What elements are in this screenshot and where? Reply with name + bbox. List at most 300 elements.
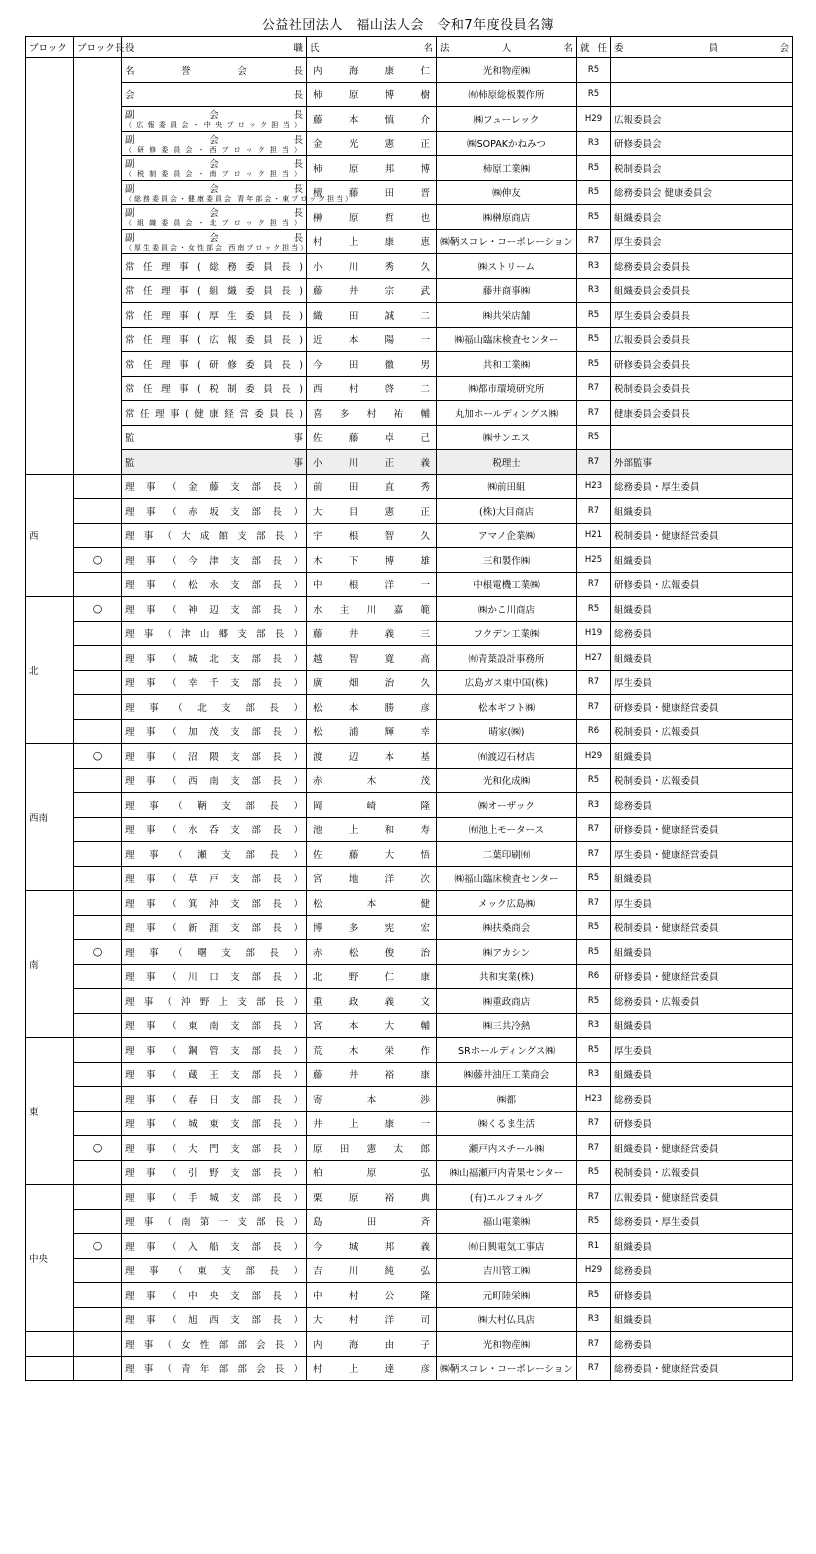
block-leader-mark (74, 670, 122, 695)
name-cell: 中村公隆 (307, 1283, 437, 1308)
committee-cell: 厚生委員 (611, 1038, 793, 1063)
table-row (26, 131, 793, 156)
block-leader-mark (74, 915, 122, 940)
term-cell: H29 (577, 744, 611, 769)
role-assignment: （組織委員会・北ブロック担当） (125, 219, 303, 228)
name-cell: 内海由子 (307, 1332, 437, 1357)
table-row (26, 1209, 793, 1234)
term-cell: R1 (577, 1234, 611, 1259)
name-cell: 原田憲太郎 (307, 1136, 437, 1161)
term-cell: H27 (577, 646, 611, 671)
role-cell (122, 156, 307, 181)
committee-cell (611, 58, 793, 83)
committee-cell: 研修委員・健康経営委員 (611, 695, 793, 720)
role-cell: 理事（引野支部長） (122, 1160, 307, 1185)
role-cell: 理事（青年部部会長） (122, 1356, 307, 1381)
name-cell: 宮本大輔 (307, 1013, 437, 1038)
block-name-cell: 西南 (26, 744, 74, 891)
name-cell: 松本健 (307, 891, 437, 916)
role-cell: 理事（松永支部長） (122, 572, 307, 597)
term-cell: R7 (577, 572, 611, 597)
committee-cell: 厚生委員・健康経営委員 (611, 842, 793, 867)
role-cell: 理事（津山郷支部長） (122, 621, 307, 646)
name-cell: 廣畑治久 (307, 670, 437, 695)
table-row (26, 1111, 793, 1136)
role-cell (122, 131, 307, 156)
role-cell: 理事（草戸支部長） (122, 866, 307, 891)
name-cell: 越智寛高 (307, 646, 437, 671)
term-cell: R3 (577, 1013, 611, 1038)
company-cell: 税理士 (437, 450, 577, 475)
name-cell: 中根洋一 (307, 572, 437, 597)
term-cell: R5 (577, 1038, 611, 1063)
name-cell: 渡辺本基 (307, 744, 437, 769)
term-cell: R7 (577, 376, 611, 401)
block-name-cell: 中央 (26, 1185, 74, 1332)
term-cell: R7 (577, 1185, 611, 1210)
role-cell: 理事（旭西支部長） (122, 1307, 307, 1332)
table-row (26, 425, 793, 450)
role-title: 副会長 (125, 110, 303, 122)
block-leader-mark (74, 1062, 122, 1087)
table-row (26, 572, 793, 597)
term-cell: R3 (577, 793, 611, 818)
block-leader-mark (74, 1013, 122, 1038)
role-cell: 常任理事(研修委員長) (122, 352, 307, 377)
committee-cell: 広報委員・健康経営委員 (611, 1185, 793, 1210)
table-row (26, 597, 793, 622)
role-cell: 理事（箕沖支部長） (122, 891, 307, 916)
company-cell: アマノ企業㈱ (437, 523, 577, 548)
company-cell: 広島ガス東中国(株) (437, 670, 577, 695)
company-cell: 藤井商事㈱ (437, 278, 577, 303)
term-cell: R5 (577, 180, 611, 205)
table-row (26, 1307, 793, 1332)
table-row (26, 1234, 793, 1259)
name-cell: 今城邦義 (307, 1234, 437, 1259)
name-cell: 西村啓二 (307, 376, 437, 401)
company-cell: 中根電機工業㈱ (437, 572, 577, 597)
company-cell: 松本ギフト㈱ (437, 695, 577, 720)
company-cell: 福山電業㈱ (437, 1209, 577, 1234)
term-cell: H29 (577, 1258, 611, 1283)
term-cell: R7 (577, 695, 611, 720)
name-cell: 岡崎隆 (307, 793, 437, 818)
committee-cell: 組織委員 (611, 1013, 793, 1038)
name-cell: 栗原裕典 (307, 1185, 437, 1210)
block-leader-mark (74, 1087, 122, 1112)
company-cell: 光和化成㈱ (437, 768, 577, 793)
committee-cell: 税制委員・広報委員 (611, 1160, 793, 1185)
term-cell: R7 (577, 670, 611, 695)
role-cell: 常任理事(税制委員長) (122, 376, 307, 401)
name-cell: 北野仁康 (307, 964, 437, 989)
role-cell: 監事 (122, 450, 307, 475)
document-title: 公益社団法人 福山法人会 令和7年度役員名簿 (261, 18, 555, 33)
table-row (26, 744, 793, 769)
company-cell: ㈱藤井油圧工業商会 (437, 1062, 577, 1087)
table-row (26, 793, 793, 818)
committee-cell: 総務委員 (611, 1087, 793, 1112)
term-cell: R7 (577, 842, 611, 867)
table-row (26, 1356, 793, 1381)
role-cell: 会長 (122, 82, 307, 107)
table-row (26, 548, 793, 573)
committee-cell (611, 425, 793, 450)
term-cell: R5 (577, 425, 611, 450)
term-cell: R3 (577, 1307, 611, 1332)
company-cell: 光和物産㈱ (437, 1332, 577, 1357)
role-cell: 理事（鋼管支部長） (122, 1038, 307, 1063)
role-cell: 理事（春日支部長） (122, 1087, 307, 1112)
role-cell: 理事（金藤支部長） (122, 474, 307, 499)
table-row (26, 940, 793, 965)
name-cell: 赤木茂 (307, 768, 437, 793)
committee-cell: 研修委員 (611, 1111, 793, 1136)
term-cell: R5 (577, 156, 611, 181)
committee-cell: 組織委員会委員長 (611, 278, 793, 303)
block-leader-mark (74, 891, 122, 916)
term-cell: R6 (577, 719, 611, 744)
role-assignment: （総務委員会・健康委員会 青年部会・東ブロック担当） (125, 194, 355, 203)
block-leader-mark (74, 1307, 122, 1332)
role-cell: 理事（大成館支部長） (122, 523, 307, 548)
role-cell: 理事（赤坂支部長） (122, 499, 307, 524)
role-cell: 理事（沖野上支部長） (122, 989, 307, 1014)
table-row (26, 205, 793, 230)
company-cell: ㈱三共冷熱 (437, 1013, 577, 1038)
block-name-cell: 西 (26, 474, 74, 597)
name-cell: 水主川嘉範 (307, 597, 437, 622)
committee-cell: 税制委員会委員長 (611, 376, 793, 401)
committee-cell: 総務委員会委員長 (611, 254, 793, 279)
term-cell: R7 (577, 450, 611, 475)
table-row (26, 891, 793, 916)
role-cell (122, 107, 307, 132)
term-cell: R3 (577, 278, 611, 303)
name-cell: 柿原博樹 (307, 82, 437, 107)
committee-cell: 組織委員 (611, 940, 793, 965)
table-row (26, 1136, 793, 1161)
header-committee: 委 員 会 (611, 37, 793, 58)
role-title: 副会長 (125, 183, 303, 195)
committee-cell: 総務委員・広報委員 (611, 989, 793, 1014)
table-row (26, 180, 793, 205)
table-row (26, 1258, 793, 1283)
role-cell: 理事（大門支部長） (122, 1136, 307, 1161)
table-row (26, 352, 793, 377)
role-cell: 理事（沼隈支部長） (122, 744, 307, 769)
table-row (26, 450, 793, 475)
block-cell (26, 1332, 74, 1357)
name-cell: 金光憲正 (307, 131, 437, 156)
role-cell (122, 180, 355, 205)
block-leader-mark (74, 817, 122, 842)
term-cell: R3 (577, 1062, 611, 1087)
block-leader-mark (74, 1185, 122, 1210)
company-cell: 光和物産㈱ (437, 58, 577, 83)
company-cell: (有)エルフォルグ (437, 1185, 577, 1210)
term-cell: R7 (577, 229, 611, 254)
role-assignment: （厚生委員会・女性部会 西南ブロック担当） (125, 243, 310, 252)
table-row (26, 1283, 793, 1308)
name-cell: 藤井宗武 (307, 278, 437, 303)
role-cell: 理事（城北支部長） (122, 646, 307, 671)
name-cell: 小川秀久 (307, 254, 437, 279)
committee-cell: 総務委員 (611, 1332, 793, 1357)
company-cell: ㈱共栄店舗 (437, 303, 577, 328)
officer-roster-table (25, 36, 793, 1381)
committee-cell: 外部監事 (611, 450, 793, 475)
role-cell (122, 205, 307, 230)
company-cell: ㈱伸友 (437, 180, 577, 205)
block-name-cell: 東 (26, 1038, 74, 1185)
name-cell: 松浦輝幸 (307, 719, 437, 744)
committee-cell: 組織委員 (611, 499, 793, 524)
table-row (26, 768, 793, 793)
term-cell: R5 (577, 303, 611, 328)
block-leader-mark: ○ (74, 940, 122, 965)
block-leader-mark (74, 1258, 122, 1283)
block-leader-mark (74, 695, 122, 720)
block-leader-mark (74, 842, 122, 867)
company-cell: ㈲池上モータース (437, 817, 577, 842)
table-row (26, 523, 793, 548)
block-leader-mark (74, 1160, 122, 1185)
table-row (26, 1087, 793, 1112)
term-cell: R7 (577, 401, 611, 426)
committee-cell: 研修委員・広報委員 (611, 572, 793, 597)
term-cell: R5 (577, 597, 611, 622)
block-leader-mark (74, 474, 122, 499)
block-leader-mark: ○ (74, 1234, 122, 1259)
name-cell: 宮地洋次 (307, 866, 437, 891)
role-title: 副会長 (125, 134, 303, 146)
name-cell: 藤井義三 (307, 621, 437, 646)
name-cell: 博多宪宏 (307, 915, 437, 940)
committee-cell: 研修委員・健康経営委員 (611, 817, 793, 842)
role-title: 副会長 (125, 208, 303, 220)
company-cell: ㈱サンエス (437, 425, 577, 450)
company-cell: 柿原工業㈱ (437, 156, 577, 181)
name-cell: 島田斉 (307, 1209, 437, 1234)
committee-cell: 総務委員 (611, 1258, 793, 1283)
committee-cell: 税制委員・健康経営委員 (611, 523, 793, 548)
name-cell: 木下博雄 (307, 548, 437, 573)
block-leader-mark (74, 646, 122, 671)
block-cell (26, 1356, 74, 1381)
term-cell: H29 (577, 107, 611, 132)
committee-cell: 組織委員 (611, 597, 793, 622)
term-cell: R7 (577, 891, 611, 916)
company-cell: ㈱福山臨床検査センター (437, 866, 577, 891)
role-cell: 理事（入船支部長） (122, 1234, 307, 1259)
role-cell: 監事 (122, 425, 307, 450)
block-leader-mark (74, 1038, 122, 1063)
committee-cell: 税制委員・広報委員 (611, 768, 793, 793)
table-row (26, 964, 793, 989)
table-row (26, 82, 793, 107)
name-cell: 赤松俊治 (307, 940, 437, 965)
role-cell: 理事（中央支部長） (122, 1283, 307, 1308)
company-cell: 共和実業(株) (437, 964, 577, 989)
block-leader-mark (74, 621, 122, 646)
block-leader-mark (74, 768, 122, 793)
term-cell: R5 (577, 205, 611, 230)
block-leader-mark (74, 866, 122, 891)
table-row (26, 1013, 793, 1038)
table-row (26, 229, 793, 254)
role-cell: 理事（瀬支部長） (122, 842, 307, 867)
name-cell: 榊原哲也 (307, 205, 437, 230)
name-cell: 藤本慎介 (307, 107, 437, 132)
role-cell: 理事（東南支部長） (122, 1013, 307, 1038)
company-cell: ㈱大村仏具店 (437, 1307, 577, 1332)
header-row (26, 37, 793, 58)
term-cell: R7 (577, 817, 611, 842)
role-cell: 常任理事(総務委員長) (122, 254, 307, 279)
block-leader-mark (74, 719, 122, 744)
block-leader-mark (74, 793, 122, 818)
table-row (26, 621, 793, 646)
company-cell: ㈱榊原商店 (437, 205, 577, 230)
role-cell: 理事（神辺支部長） (122, 597, 307, 622)
company-cell: ㈱都市環境研究所 (437, 376, 577, 401)
block-leader-mark (74, 1209, 122, 1234)
term-cell: R3 (577, 131, 611, 156)
name-cell: 宇根智久 (307, 523, 437, 548)
table-row (26, 842, 793, 867)
committee-cell: 厚生委員会委員長 (611, 303, 793, 328)
committee-cell: 総務委員会 健康委員会 (611, 180, 793, 205)
term-cell: H21 (577, 523, 611, 548)
committee-cell: 税制委員・健康経営委員 (611, 915, 793, 940)
role-cell: 理事（水呑支部長） (122, 817, 307, 842)
name-cell: 重政義文 (307, 989, 437, 1014)
company-cell: ㈱鞆スコレ・コーポレーション (437, 1356, 577, 1381)
roster-body (26, 58, 793, 1381)
name-cell: 織田誠二 (307, 303, 437, 328)
term-cell: R7 (577, 1356, 611, 1381)
company-cell: ㈱フューレック (437, 107, 577, 132)
term-cell: R7 (577, 1332, 611, 1357)
company-cell: ㈲日興電気工事店 (437, 1234, 577, 1259)
name-cell: 佐藤大悟 (307, 842, 437, 867)
name-cell: 吉川純弘 (307, 1258, 437, 1283)
committee-cell: 広報委員会委員長 (611, 327, 793, 352)
leader-cell (74, 58, 122, 475)
block-leader-mark (74, 1283, 122, 1308)
name-cell: 荒木栄作 (307, 1038, 437, 1063)
name-cell: 佐藤卓己 (307, 425, 437, 450)
block-name-cell: 北 (26, 597, 74, 744)
term-cell: R5 (577, 352, 611, 377)
header-term: 就任 (577, 37, 611, 58)
role-cell: 理事（幸千支部長） (122, 670, 307, 695)
term-cell: R7 (577, 499, 611, 524)
committee-cell: 組織委員 (611, 548, 793, 573)
term-cell: R5 (577, 327, 611, 352)
company-cell: ㈱ストリーム (437, 254, 577, 279)
name-cell: 喜多村祐輔 (307, 401, 437, 426)
term-cell: R5 (577, 82, 611, 107)
company-cell: ㈱かこ川商店 (437, 597, 577, 622)
table-row (26, 474, 793, 499)
table-row (26, 107, 793, 132)
company-cell: メック広島㈱ (437, 891, 577, 916)
term-cell: R5 (577, 1209, 611, 1234)
company-cell: ㈱前田組 (437, 474, 577, 499)
table-row (26, 278, 793, 303)
company-cell: 三和製作㈱ (437, 548, 577, 573)
role-assignment: （広報委員会・中央ブロック担当） (125, 121, 303, 130)
header-leader: ブロック長 (74, 37, 122, 58)
term-cell: R5 (577, 915, 611, 940)
name-cell: 近本陽一 (307, 327, 437, 352)
term-cell: H19 (577, 621, 611, 646)
role-cell: 常任理事(組織委員長) (122, 278, 307, 303)
block-cell (26, 58, 74, 475)
name-cell: 柏原弘 (307, 1160, 437, 1185)
company-cell: 丸加ホールディングス㈱ (437, 401, 577, 426)
term-cell: R5 (577, 768, 611, 793)
name-cell: 池上和寿 (307, 817, 437, 842)
block-leader-mark (74, 499, 122, 524)
committee-cell: 組織委員 (611, 1062, 793, 1087)
role-cell: 常任理事(厚生委員長) (122, 303, 307, 328)
role-cell: 理事（西南支部長） (122, 768, 307, 793)
table-row (26, 1160, 793, 1185)
table-row (26, 670, 793, 695)
term-cell: R5 (577, 989, 611, 1014)
table-row (26, 1038, 793, 1063)
term-cell: R5 (577, 1283, 611, 1308)
block-leader-mark (74, 989, 122, 1014)
role-cell: 理事（城東支部長） (122, 1111, 307, 1136)
block-leader-mark (74, 523, 122, 548)
block-leader-mark (74, 572, 122, 597)
header-company: 法 人 名 (437, 37, 577, 58)
table-row (26, 646, 793, 671)
company-cell: 瀬戸内スチール㈱ (437, 1136, 577, 1161)
role-cell: 理事（川口支部長） (122, 964, 307, 989)
company-cell: 吉川管工㈱ (437, 1258, 577, 1283)
role-cell: 理事（加茂支部長） (122, 719, 307, 744)
company-cell: SRホールディングス㈱ (437, 1038, 577, 1063)
term-cell: H23 (577, 1087, 611, 1112)
committee-cell: 税制委員会 (611, 156, 793, 181)
committee-cell: 組織委員 (611, 646, 793, 671)
committee-cell: 研修委員会委員長 (611, 352, 793, 377)
term-cell: H23 (577, 474, 611, 499)
table-row (26, 866, 793, 891)
committee-cell: 組織委員・健康経営委員 (611, 1136, 793, 1161)
role-cell: 理事（南第一支部長） (122, 1209, 307, 1234)
table-row (26, 376, 793, 401)
name-cell: 小川正義 (307, 450, 437, 475)
name-cell: 大村洋司 (307, 1307, 437, 1332)
table-row (26, 1332, 793, 1357)
table-row (26, 817, 793, 842)
name-cell: 柿原邦博 (307, 156, 437, 181)
table-row (26, 303, 793, 328)
term-cell: R7 (577, 1111, 611, 1136)
company-cell: 晴家(㈱) (437, 719, 577, 744)
company-cell: ㈲柿原総板製作所 (437, 82, 577, 107)
committee-cell: 総務委員 (611, 793, 793, 818)
name-cell: 前田直秀 (307, 474, 437, 499)
committee-cell (611, 82, 793, 107)
